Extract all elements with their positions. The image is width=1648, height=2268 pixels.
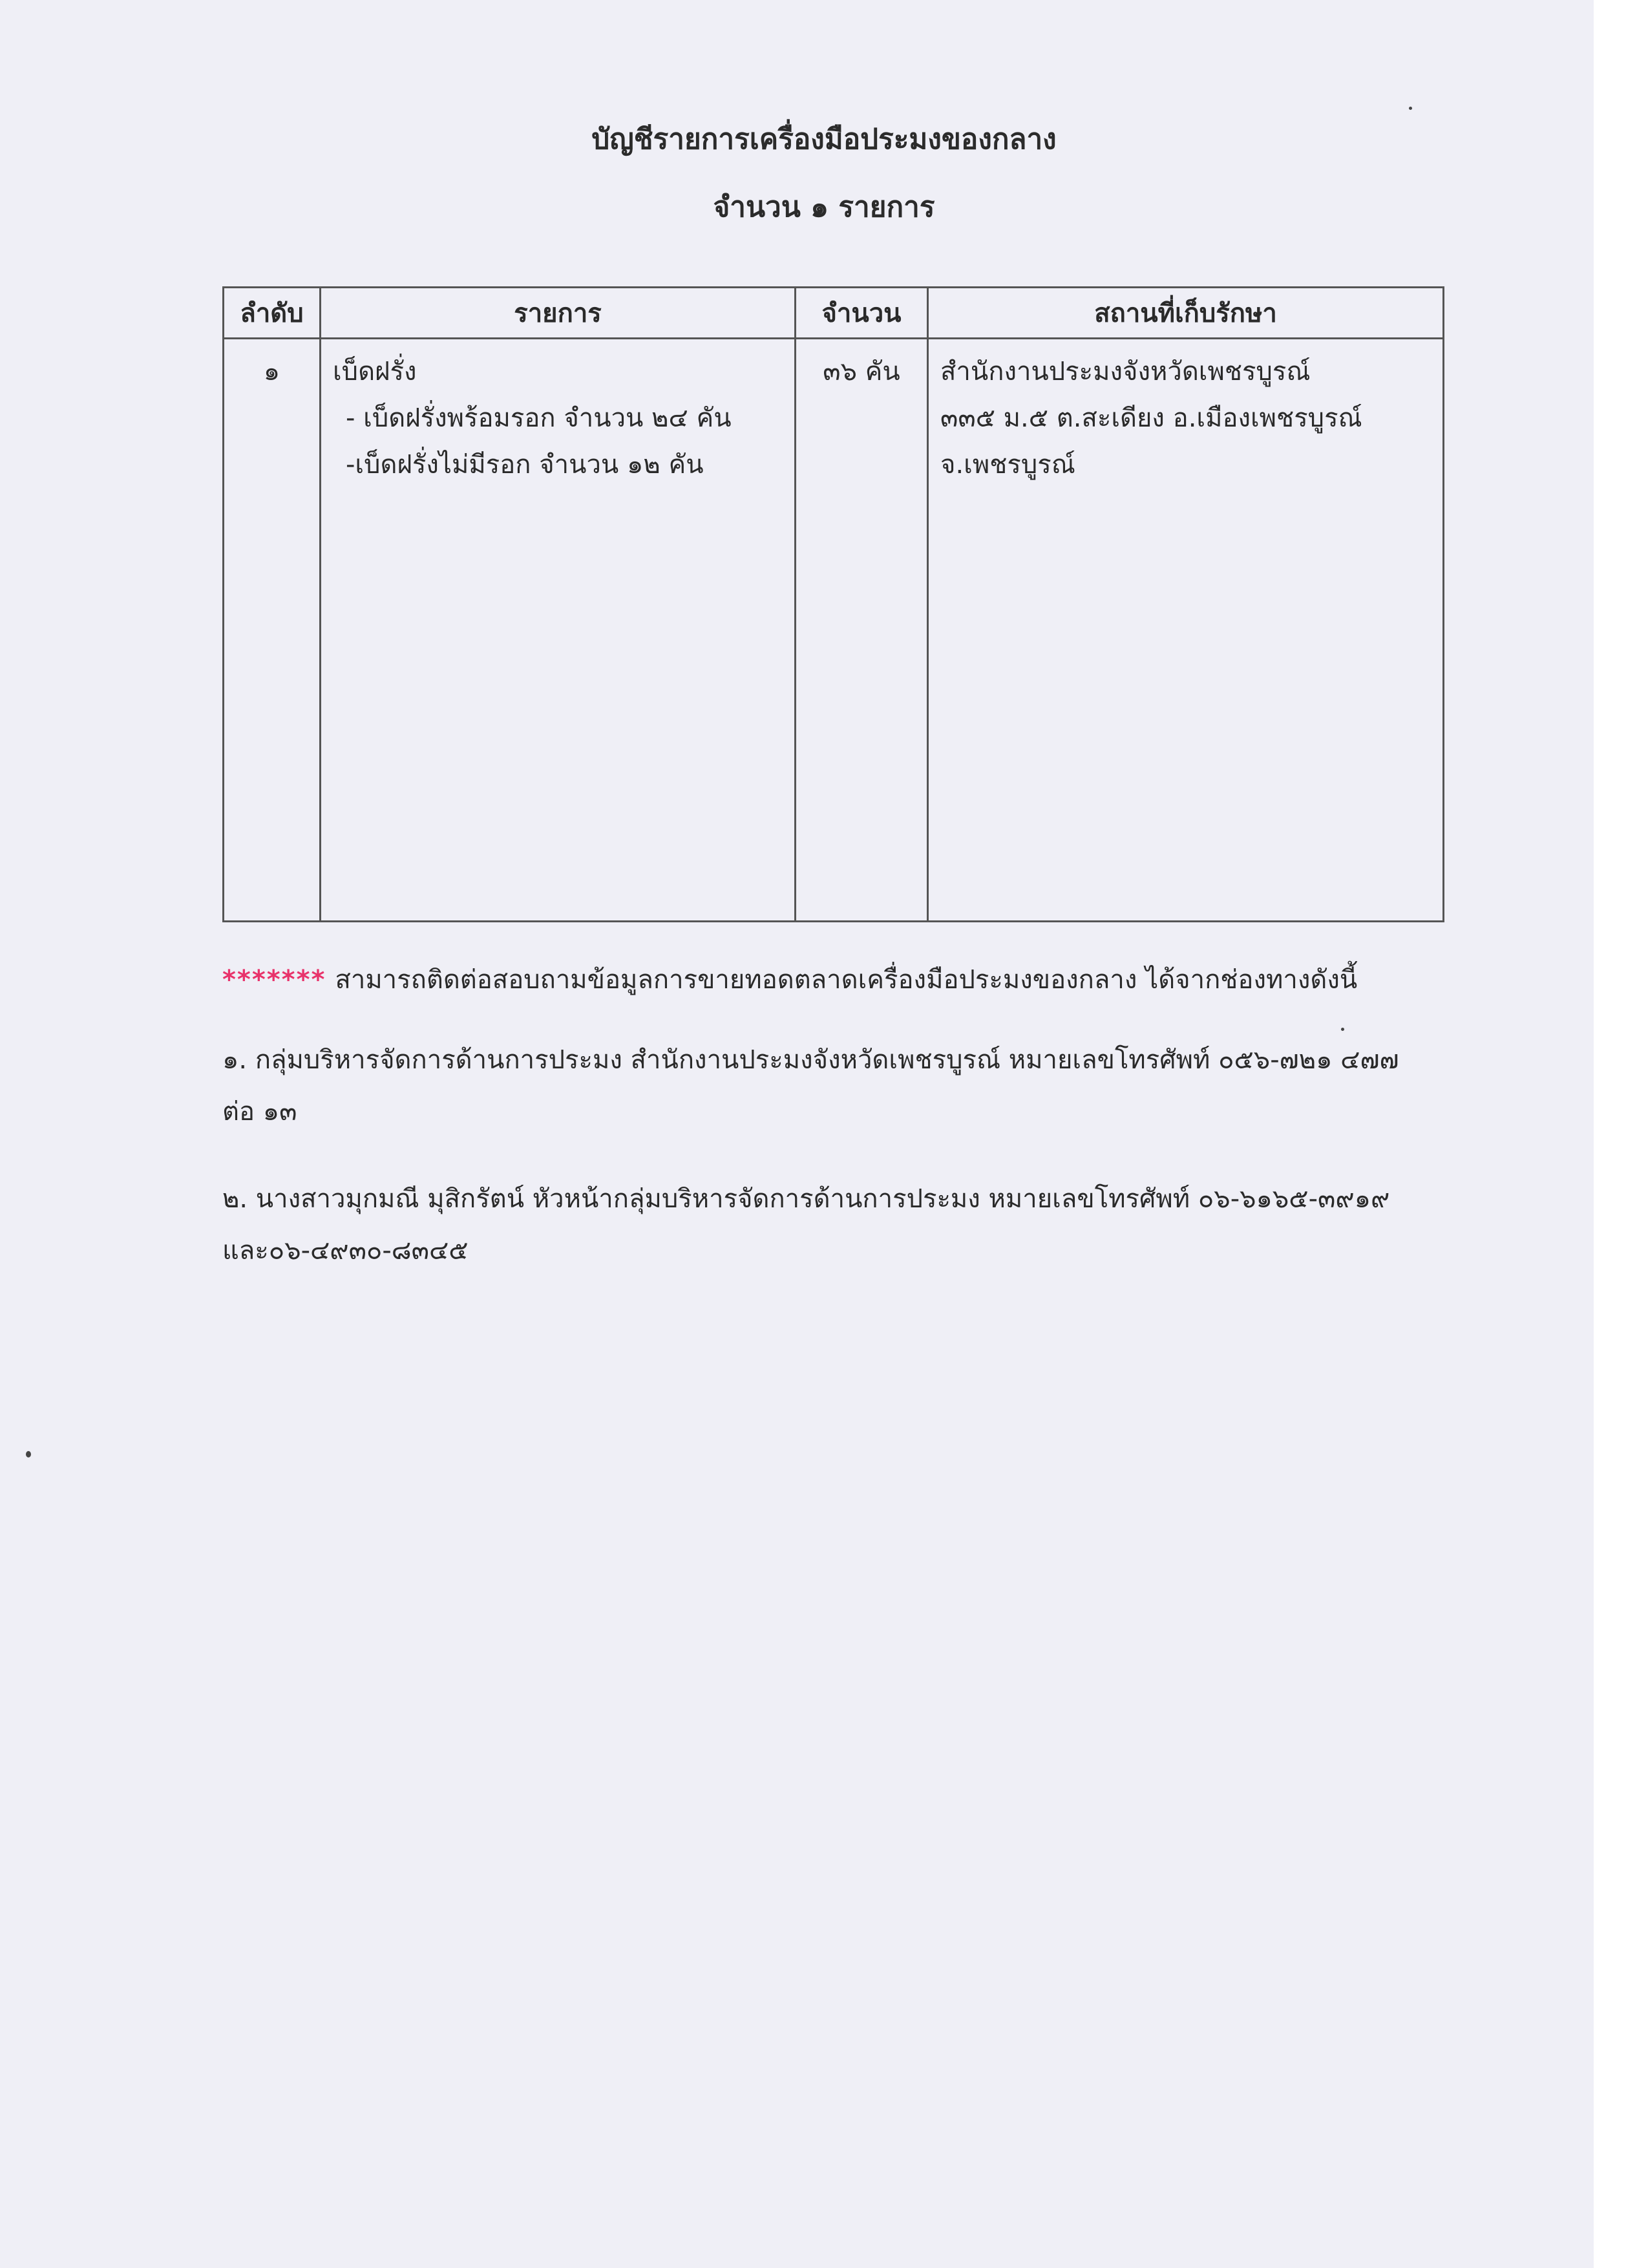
scan-speck [1341,1028,1344,1031]
contact-item-2 [222,1173,1450,1277]
scan-speck [26,1451,31,1457]
location-line: สำนักงานประมงจังหวัดเพชรบูรณ์ [940,357,1311,387]
item-line: -เบ็ดฝรั่งไม่มีรอก จำนวน ๑๒ คัน [346,450,704,480]
header-quantity: จำนวน [796,288,928,339]
header-item: รายการ [321,288,796,339]
note-text: สามารถติดต่อสอบถามข้อมูลการขายทอดตลาดเครื่องมือประมงของกลาง ได้จากช่องทางดังนี้ [335,965,1358,995]
row-item [321,339,796,922]
contact-line: และ๐๖-๔๙๓๐-๘๓๔๕ [222,1236,469,1266]
row-location [928,339,1444,922]
contact-note [222,959,1357,1000]
header-location: สถานที่เก็บรักษา [928,288,1444,339]
table-row [224,339,1444,922]
item-line: เบ็ดฝรั่ง [333,357,417,387]
document-title: บัญชีรายการเครื่องมือประมงของกลาง [591,123,1057,156]
document-subtitle: จำนวน ๑ รายการ [713,191,935,224]
table-header-row [224,288,1444,339]
row-no: ๑ [224,339,321,922]
note-stars: ******* [222,965,326,995]
contact-item-1 [222,1034,1450,1138]
location-line: จ.เพชรบูรณ์ [940,450,1075,480]
header-no: ลำดับ [224,288,321,339]
scan-speck [1409,107,1412,110]
item-table [222,286,1444,922]
item-line: - เบ็ดฝรั่งพร้อมรอก จำนวน ๒๔ คัน [346,403,732,433]
contact-line: ๑. กลุ่มบริหารจัดการด้านการประมง สำนักงานประมงจังหวัดเพชรบูรณ์ หมายเลขโทรศัพท์ ๐๕๖-๗๒๑ ๔๗๗ [222,1045,1399,1075]
contact-line: ๒. นางสาวมุกมณี มุสิกรัตน์ หัวหน้ากลุ่มบริหารจัดการด้านการประมง หมายเลขโทรศัพท์ ๐๖-๖๑๖๕-๓๙๑๙ [222,1184,1390,1214]
contact-line: ต่อ ๑๓ [222,1097,297,1127]
row-quantity: ๓๖ คัน [796,339,928,922]
location-line: ๓๓๕ ม.๕ ต.สะเดียง อ.เมืองเพชรบูรณ์ [940,403,1362,433]
